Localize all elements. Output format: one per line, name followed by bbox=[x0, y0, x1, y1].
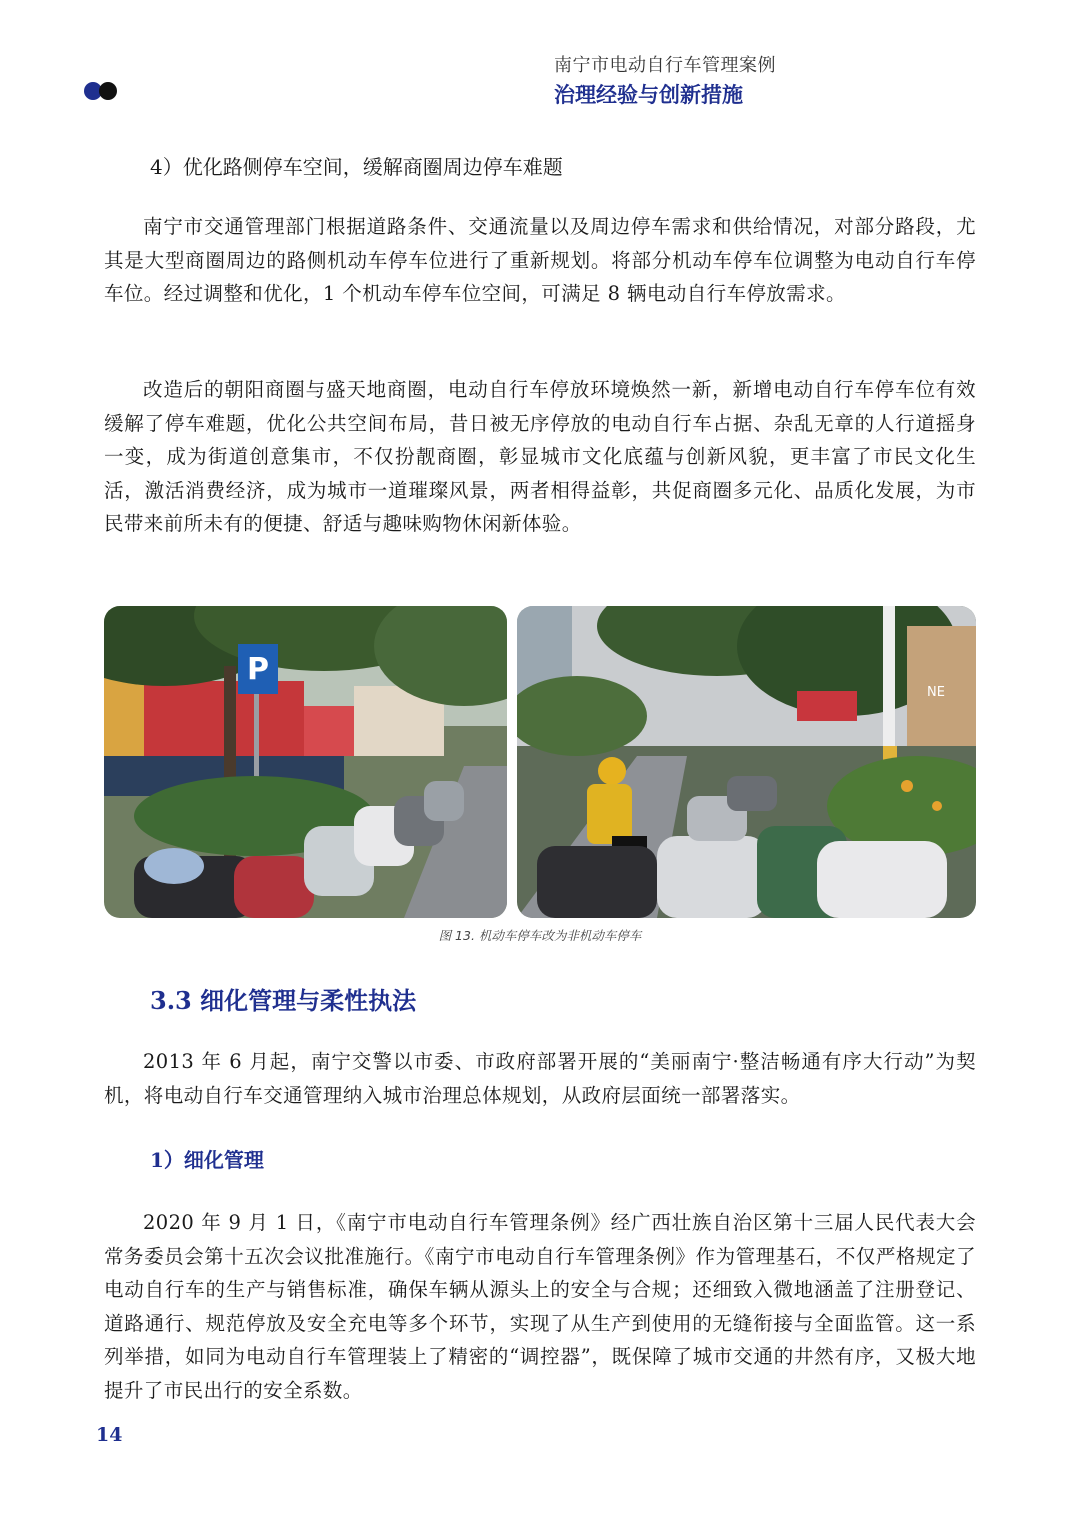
parking-sign-letter: P bbox=[247, 652, 269, 687]
photo-ebike-parking-left bbox=[104, 606, 507, 918]
section-title: 3.3 细化管理与柔性执法 bbox=[150, 986, 417, 1015]
black-dot-icon bbox=[99, 82, 117, 100]
figure-caption: 图 13. 机动车停车改为非机动车停车 bbox=[438, 928, 642, 943]
paragraph-campaign: 2013 年 6 月起，南宁交警以市委、市政府部署开展的“美丽南宁·整洁畅通有序大行动”为契机，将电动自行车交通管理纳入城市治理总体规划，从政府层面统一部署落实。 bbox=[104, 1050, 976, 1107]
storefront-sign-text: NE bbox=[927, 685, 945, 700]
paragraph-business-district: 改造后的朝阳商圈与盛天地商圈，电动自行车停放环境焕然一新，新增电动自行车停车位有效缓解了停车难题，优化公共空间布局，昔日被无序停放的电动自行车占据、杂乱无章的人行道摇身一变，成为街道创意集市，不仅扮靓商圈，彰显城市文化底蕴与创新风貌，更丰富了市民文化生活，激活消费经济，成为城市一道璀璨风景，两者相得益彰，共促商圈多元化、品质化发展，为市民带来前所未有的便捷、舒适与趣味购物休闲新体验。 bbox=[104, 378, 976, 535]
page-number: 14 bbox=[96, 1424, 123, 1446]
running-head bbox=[554, 54, 776, 110]
subheading-refined-management: 1）细化管理 bbox=[150, 1148, 264, 1172]
photo-ebike-parking-right bbox=[517, 606, 976, 918]
paragraph-regulation: 2020 年 9 月 1 日，《南宁市电动自行车管理条例》经广西壮族自治区第十三届人民代表大会常务委员会第十五次会议批准施行。《南宁市电动自行车管理条例》作为管理基石，不仅严格规定了电动自行车的生产与销售标准，确保车辆从源头上的安全与合规；还细致入微地涵盖了注册登记、道路通行、规范停放及安全充电等多个环节，实现了从生产到使用的无缝衔接与全面监管。这一系列举措，如同为电动自行车管理装上了精密的“调控器”，既保障了城市交通的井然有序，又极大地提升了市民出行的安全系数。 bbox=[104, 1211, 976, 1402]
header-dots-icon bbox=[84, 82, 117, 100]
subheading-roadside-parking: 4）优化路侧停车空间，缓解商圈周边停车难题 bbox=[150, 155, 563, 179]
paragraph-parking-reallocation: 南宁市交通管理部门根据道路条件、交通流量以及周边停车需求和供给情况，对部分路段，尤其是大型商圈周边的路侧机动车停车位进行了重新规划。将部分机动车停车位调整为电动自行车停车位。经过调整和优化，1 个机动车停车位空间，可满足 8 辆电动自行车停放需求。 bbox=[104, 215, 976, 305]
document-title: 南宁市电动自行车管理案例 bbox=[554, 55, 776, 76]
chapter-title: 治理经验与创新措施 bbox=[554, 83, 743, 107]
